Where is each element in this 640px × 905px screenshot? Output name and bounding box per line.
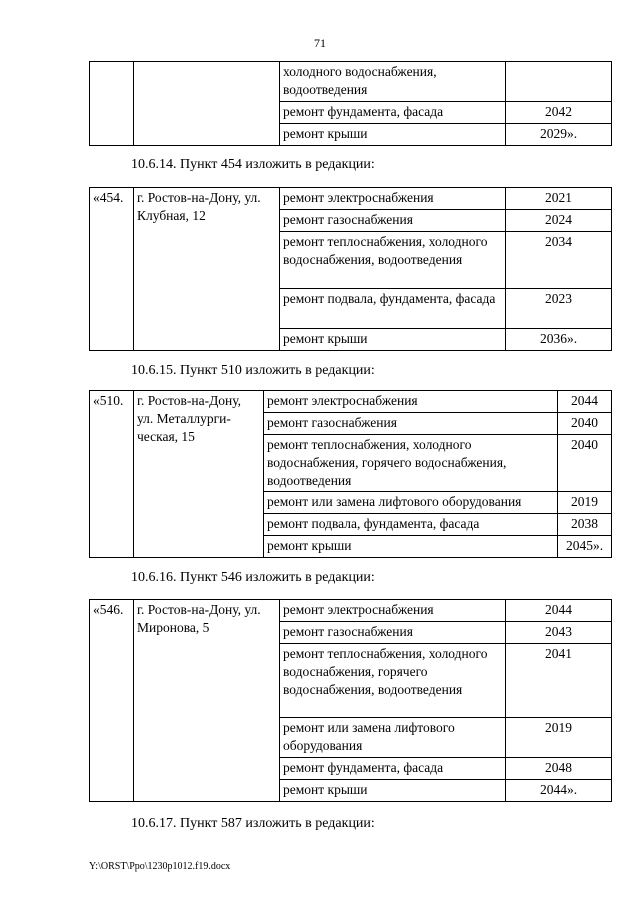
- work-cell: ремонт газоснабжения: [280, 622, 506, 644]
- instruction-paragraph: 10.6.17. Пункт 587 изложить в редакции:: [131, 816, 375, 831]
- year-cell: 2041: [506, 644, 612, 718]
- work-cell: ремонт теплоснабжения, холодного водоснабжения, горячего водоснабжения, водоотведения: [264, 435, 558, 492]
- year-cell: 2023: [506, 289, 612, 329]
- work-cell: ремонт электроснабжения: [264, 391, 558, 413]
- table-row: [90, 188, 612, 210]
- work-cell: ремонт фундамента, фасада: [280, 758, 506, 780]
- instruction-paragraph: 10.6.14. Пункт 454 изложить в редакции:: [131, 157, 375, 172]
- year-cell: 2038: [558, 514, 612, 536]
- work-cell: ремонт теплоснабжения, холодного водоснабжения, водоотведения: [280, 232, 506, 289]
- year-cell: 2044».: [506, 780, 612, 802]
- year-cell: 2021: [506, 188, 612, 210]
- year-cell: 2024: [506, 210, 612, 232]
- year-cell: 2044: [558, 391, 612, 413]
- work-cell: ремонт или замена лифтового оборудования: [280, 718, 506, 758]
- item-number-cell: «510.: [90, 391, 134, 558]
- item-number-cell: «546.: [90, 600, 134, 802]
- address-cell: [134, 62, 280, 146]
- work-cell: ремонт подвала, фундамента, фасада: [264, 514, 558, 536]
- year-cell: 2019: [506, 718, 612, 758]
- instruction-paragraph: 10.6.16. Пункт 546 изложить в редакции:: [131, 570, 375, 585]
- item-454-table: [89, 187, 612, 351]
- page-number: 71: [314, 36, 326, 50]
- work-cell: ремонт газоснабжения: [280, 210, 506, 232]
- year-cell: 2045».: [558, 536, 612, 558]
- year-cell: 2040: [558, 413, 612, 435]
- item-510-table: [89, 390, 612, 558]
- work-cell: ремонт подвала, фундамента, фасада: [280, 289, 506, 329]
- address-cell: г. Ростов-на-Дону, ул. Металлурги-ческая, 15: [134, 391, 264, 558]
- work-cell: ремонт электроснабжения: [280, 600, 506, 622]
- table-row: [90, 600, 612, 622]
- instruction-paragraph: 10.6.15. Пункт 510 изложить в редакции:: [131, 363, 375, 378]
- year-cell: [506, 62, 612, 102]
- year-cell: 2019: [558, 492, 612, 514]
- work-cell: ремонт крыши: [264, 536, 558, 558]
- year-cell: 2044: [506, 600, 612, 622]
- item-number-cell: «454.: [90, 188, 134, 351]
- work-cell: ремонт крыши: [280, 329, 506, 351]
- table-row: [90, 391, 612, 413]
- address-cell: г. Ростов-на-Дону, ул. Миронова, 5: [134, 600, 280, 802]
- year-cell: 2029».: [506, 124, 612, 146]
- year-cell: 2048: [506, 758, 612, 780]
- work-cell: холодного водоснабжения, водоотведения: [280, 62, 506, 102]
- work-cell: ремонт газоснабжения: [264, 413, 558, 435]
- year-cell: 2043: [506, 622, 612, 644]
- continuation-table: [89, 61, 612, 146]
- file-path-footer: Y:\ORST\Ppo\1230p1012.f19.docx: [89, 861, 231, 872]
- item-546-table: [89, 599, 612, 802]
- work-cell: ремонт электроснабжения: [280, 188, 506, 210]
- work-cell: ремонт крыши: [280, 780, 506, 802]
- table-row: [90, 62, 612, 102]
- work-cell: ремонт или замена лифтового оборудования: [264, 492, 558, 514]
- address-cell: г. Ростов-на-Дону, ул. Клубная, 12: [134, 188, 280, 351]
- item-number-cell: [90, 62, 134, 146]
- work-cell: ремонт фундамента, фасада: [280, 102, 506, 124]
- year-cell: 2042: [506, 102, 612, 124]
- work-cell: ремонт теплоснабжения, холодного водоснабжения, горячего водоснабжения, водоотведения: [280, 644, 506, 718]
- year-cell: 2040: [558, 435, 612, 492]
- work-cell: ремонт крыши: [280, 124, 506, 146]
- year-cell: 2036».: [506, 329, 612, 351]
- year-cell: 2034: [506, 232, 612, 289]
